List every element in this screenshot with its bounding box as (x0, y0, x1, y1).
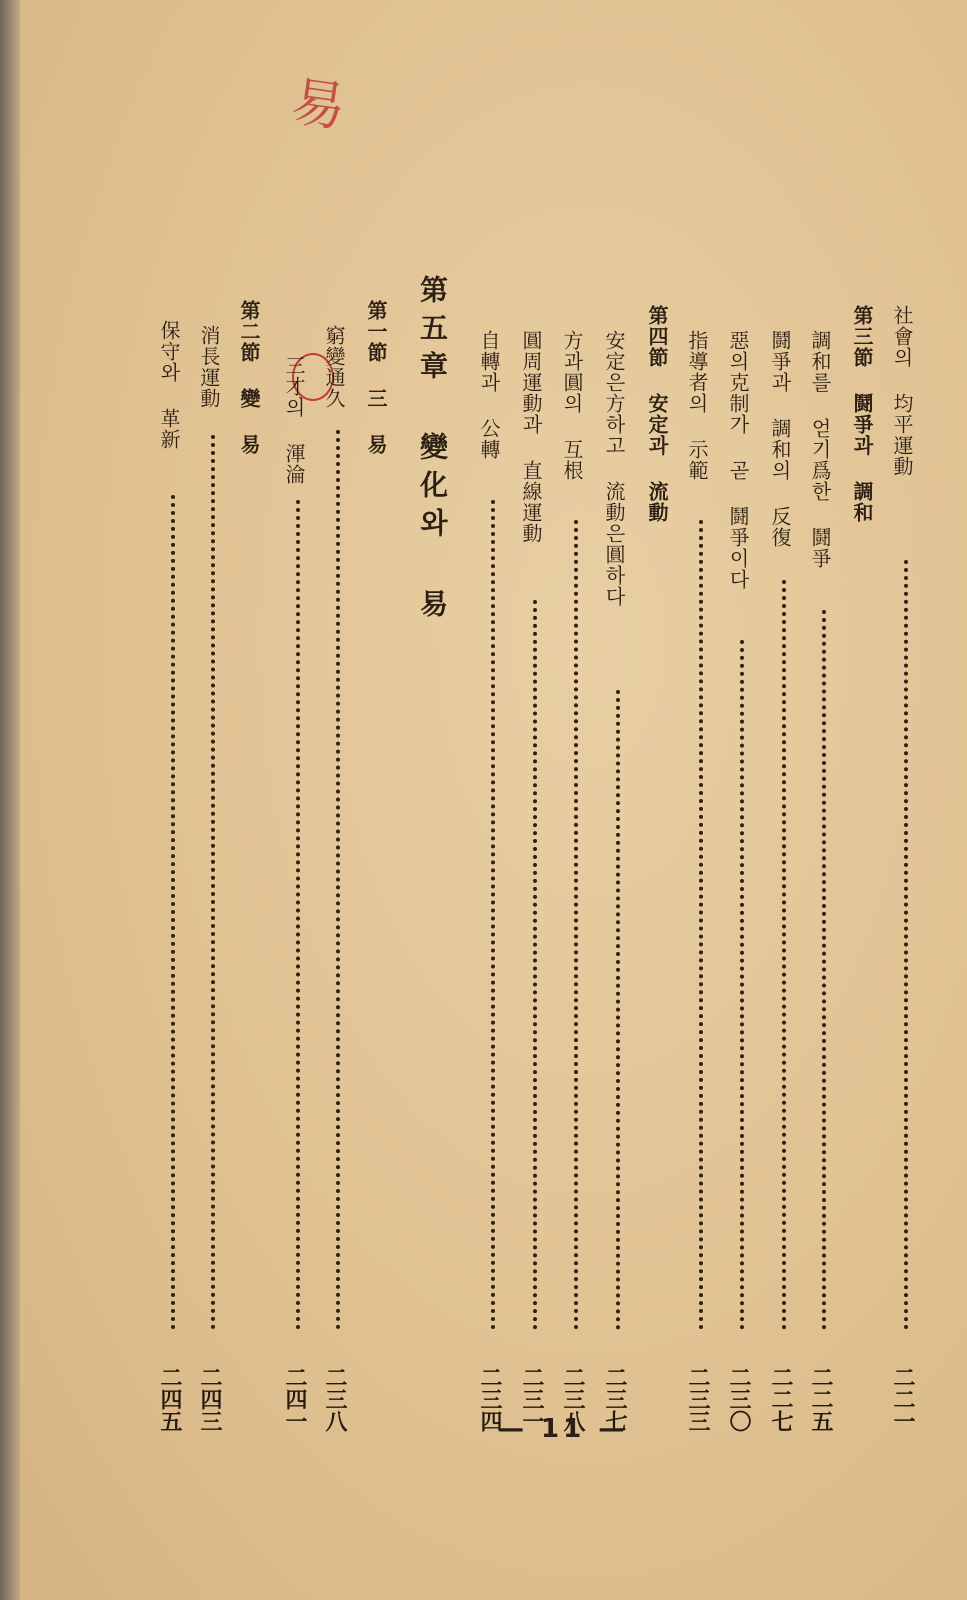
toc-page-number: 二三七 (602, 1366, 628, 1432)
toc-entry (558, 0, 598, 1600)
toc-section-heading (848, 0, 888, 1600)
toc-entry-text: 鬪爭과 調和의 反復 (768, 330, 792, 548)
toc-entry (195, 0, 235, 1600)
toc-entry (806, 0, 846, 1600)
toc-section-text: 第三節 鬪爭과 調和 (850, 305, 874, 523)
toc-entry-text: 保守와 革新 (157, 320, 181, 450)
toc-section-heading (235, 0, 275, 1600)
toc-leader-dots (171, 495, 175, 1330)
toc-entry-text: 惡의克制가 곧 鬪爭이다 (726, 330, 750, 590)
toc-page-number: 二三〇 (726, 1366, 752, 1432)
toc-section-text: 第二節 變 易 (237, 300, 261, 455)
toc-entry (888, 0, 928, 1600)
handwritten-mark: 易 (287, 69, 350, 140)
toc-entry-text: 安定은方하고 流動은圓하다 (602, 330, 626, 607)
toc-entry (320, 0, 360, 1600)
toc-leader-dots (491, 500, 495, 1330)
toc-page-number: 二三八 (322, 1366, 348, 1432)
toc-leader-dots (740, 640, 744, 1330)
toc-entry-text: 調和를 얻기爲한 鬪爭 (808, 330, 832, 569)
toc-leader-dots (782, 580, 786, 1330)
toc-leader-dots (574, 520, 578, 1330)
toc-leader-dots (211, 435, 215, 1330)
toc-entry (683, 0, 723, 1600)
toc-page-number: 二二一 (890, 1366, 916, 1432)
table-of-contents (20, 0, 967, 1600)
toc-leader-dots (296, 500, 300, 1330)
toc-section-heading (362, 0, 402, 1600)
toc-leader-dots (822, 610, 826, 1330)
toc-page-number: 二二七 (768, 1366, 794, 1432)
toc-entry-text: 指導者의 示範 (685, 330, 709, 481)
toc-entry (724, 0, 764, 1600)
toc-leader-dots (336, 430, 340, 1330)
toc-entry (517, 0, 557, 1600)
toc-entry (280, 0, 320, 1600)
toc-entry (600, 0, 640, 1600)
book-spine-edge (0, 0, 20, 1600)
toc-entry-text: 圓周運動과 直線運動 (519, 330, 543, 544)
toc-entry-text: 消長運動 (197, 325, 221, 409)
toc-entry (475, 0, 515, 1600)
toc-leader-dots (904, 560, 908, 1330)
document-page (20, 0, 967, 1600)
toc-entry (155, 0, 195, 1600)
toc-chapter-heading (412, 0, 452, 1600)
toc-page-number: 二三八 (560, 1366, 586, 1432)
toc-entry-text: 自轉과 公轉 (477, 330, 501, 460)
toc-section-heading (643, 0, 683, 1600)
toc-leader-dots (533, 600, 537, 1330)
toc-page-number: 二四一 (282, 1366, 308, 1432)
toc-page-number: 二二五 (808, 1366, 834, 1432)
toc-chapter-text: 第五章 變化와 易 (416, 275, 449, 627)
toc-entry-text: 窮變通久 (322, 325, 346, 409)
toc-entry-text: 方과圓의 互根 (560, 330, 584, 481)
toc-page-number: 二三一 (519, 1366, 545, 1432)
toc-entry (766, 0, 806, 1600)
toc-section-text: 第一節 三 易 (364, 300, 388, 455)
toc-leader-dots (616, 690, 620, 1330)
toc-page-number: 二四五 (157, 1366, 183, 1432)
toc-page-number: 二四三 (197, 1366, 223, 1432)
toc-section-text: 第四節 安定과 流動 (645, 305, 669, 523)
toc-page-number: 二三四 (477, 1366, 503, 1432)
toc-page-number: 二三三 (685, 1366, 711, 1432)
toc-entry-text: 社會의 均平運動 (890, 305, 914, 477)
page-number-footer: — 11 — (498, 1414, 629, 1444)
toc-leader-dots (699, 520, 703, 1330)
toc-entry-text: 三才의 渾淪 (282, 355, 306, 485)
